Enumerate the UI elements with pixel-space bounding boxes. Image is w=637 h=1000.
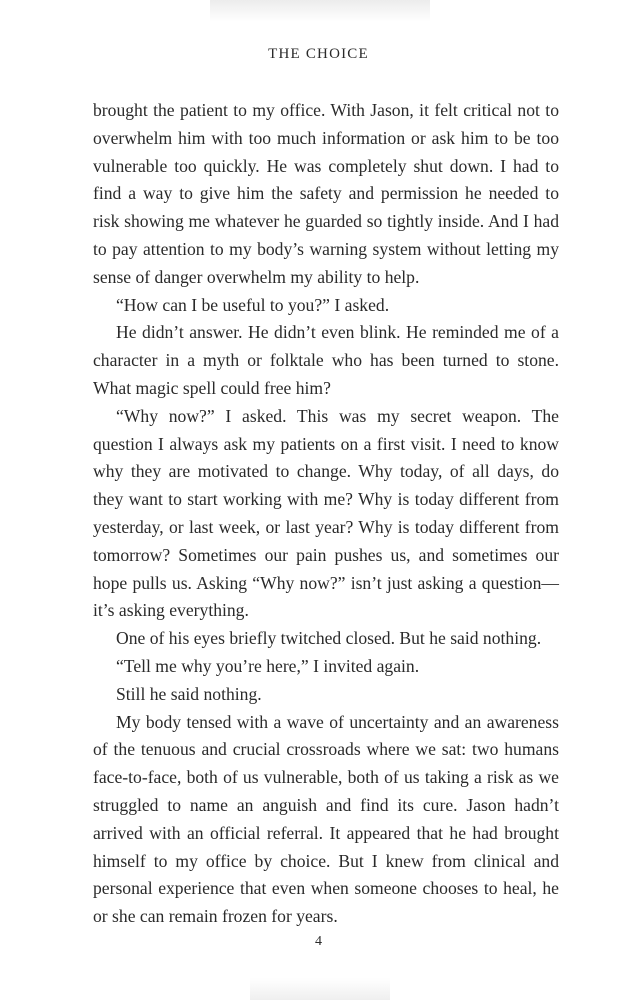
page-number: 4 [315, 934, 322, 949]
paragraph: He didn’t answer. He didn’t even blink. He reminded me of a character in a myth or folktale who has been turned to stone. What magic spell could free him? [93, 322, 559, 398]
paragraph: “Why now?” I asked. This was my secret weapon. The question I always ask my patients on a first visit. I need to know why they are motivated to change. Why today, of all days, do they want to start working with me? Why is today different from yesterday, or last week, or last year? Why is today different from tomorrow? Sometimes our pain pushes us, and sometimes our hope pulls us. Asking “Why now?” isn’t just asking a question—it’s asking everything. [93, 405, 559, 621]
paragraph: brought the patient to my office. With Jason, it felt critical not to overwhelm him with too much information or ask him to be too vulnerable too quickly. He was completely shut down. I had to find a way to give him the safety and permission he needed to risk showing me whatever he guarded so tightly inside. And I had to pay attention to my body’s warning system without letting my sense of danger overwhelm my ability to help. [93, 100, 559, 287]
paragraph: My body tensed with a wave of uncertainty and an awareness of the tenuous and crucial crossroads where we sat: two humans face-to-face, both of us vulnerable, both of us taking a risk as we struggled to name an anguish and find its cure. Jason hadn’t arrived with an official referral. It appeared that he had brought himself to my office by choice. But I knew from clinical and personal experience that even when someone chooses to heal, he or she can remain frozen for years. [93, 711, 559, 927]
paragraph: “How can I be useful to you?” I asked. [116, 294, 390, 315]
paragraph: One of his eyes briefly twitched closed. But he said nothing. [116, 628, 542, 649]
paragraph: Still he said nothing. [116, 683, 262, 704]
body-text [93, 97, 559, 931]
running-head: THE CHOICE [268, 46, 369, 62]
scan-shadow-top [210, 0, 430, 22]
scan-shadow-bottom [250, 978, 390, 1000]
paragraph: “Tell me why you’re here,” I invited again. [116, 655, 420, 676]
